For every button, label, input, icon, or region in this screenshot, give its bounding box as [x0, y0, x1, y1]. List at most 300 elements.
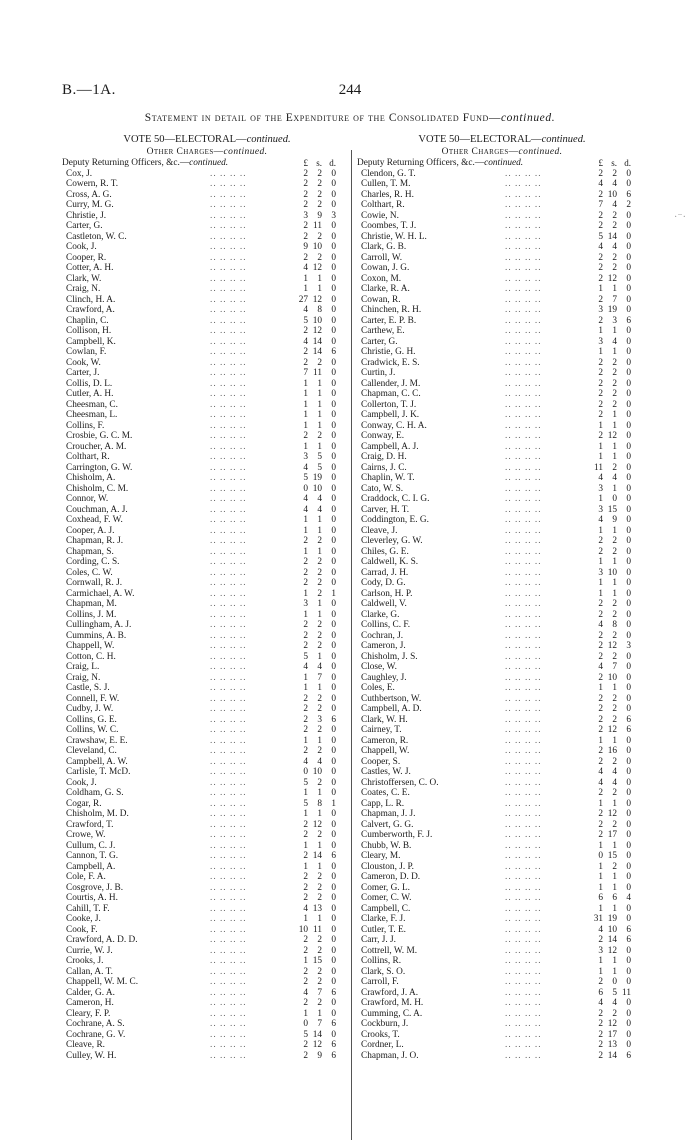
amount-pence: 0 [331, 872, 336, 882]
leader-dots: .. .. .. .. [210, 189, 247, 200]
amount-shillings: 14 [312, 851, 322, 861]
amount-pounds: 2 [303, 746, 308, 756]
amount-pence: 0 [626, 945, 631, 956]
leader-dots: .. .. .. .. [505, 315, 542, 326]
leader-dots: .. .. .. .. [210, 305, 247, 315]
leader-dots: .. .. .. .. [505, 578, 542, 588]
amount-pence: 0 [626, 378, 631, 389]
leader-dots: .. .. .. .. [505, 273, 542, 284]
amount-shillings: 4 [612, 998, 617, 1008]
amount-shillings: 2 [317, 945, 322, 956]
amount-shillings: 2 [612, 1008, 617, 1019]
amount-pence: 0 [626, 756, 631, 767]
vote-continued: continued. [246, 134, 291, 145]
amount-shillings: 14 [607, 935, 617, 945]
amount-pounds: 2 [303, 704, 308, 714]
amount-pence: 0 [331, 609, 336, 620]
amount-pounds: 11 [594, 462, 603, 473]
payee-name: Carr, J. J. [361, 935, 397, 945]
amount-shillings: 2 [612, 210, 617, 221]
leader-dots: .. .. .. .. [505, 735, 542, 746]
table-row [62, 967, 352, 978]
amount-pence: 0 [331, 273, 336, 284]
amount-shillings: 1 [612, 798, 617, 809]
amount-pence: 0 [626, 882, 631, 893]
table-row [62, 337, 352, 348]
leader-dots: .. .. .. .. [505, 189, 542, 200]
amount-shillings: 1 [612, 420, 617, 431]
amount-pence: 0 [626, 599, 631, 609]
amount-shillings: 4 [612, 473, 617, 483]
amount-pence: 0 [626, 851, 631, 861]
amount-pence: 0 [626, 494, 631, 504]
table-row [357, 547, 647, 558]
payee-name: Carrad, J. H. [361, 567, 409, 578]
amount-pence: 0 [331, 284, 336, 294]
amount-shillings: 12 [312, 294, 322, 305]
amount-pounds: 9 [303, 242, 308, 252]
amount-shillings: 2 [317, 179, 322, 189]
payee-name: Carlisle, T. McD. [66, 767, 131, 777]
amount-pounds: 4 [598, 998, 603, 1008]
amount-pounds: 27 [298, 294, 308, 305]
amount-shillings: 1 [317, 410, 322, 420]
amount-pence: 0 [331, 168, 336, 179]
amount-shillings: 17 [607, 830, 617, 840]
leader-dots: .. .. .. .. [210, 872, 247, 882]
amount-pounds: 2 [303, 945, 308, 956]
amount-shillings: 2 [317, 557, 322, 567]
table-row [357, 484, 647, 495]
amount-pounds: 2 [303, 189, 308, 200]
table-row [357, 1040, 647, 1051]
table-row [62, 557, 352, 568]
amount-shillings: 12 [607, 273, 617, 284]
table-row [62, 862, 352, 873]
amount-pence: 0 [626, 651, 631, 662]
payee-name: Crawshaw, E. E. [66, 735, 128, 746]
section-heading-label: Deputy Returning Officers, &c.— [357, 158, 485, 168]
leader-dots: .. .. .. .. [505, 704, 542, 714]
shillings-header: s. [611, 158, 617, 168]
amount-shillings: 10 [312, 767, 322, 777]
amount-shillings: 1 [612, 326, 617, 336]
amount-shillings: 5 [612, 987, 617, 998]
table-row [357, 830, 647, 841]
amount-pence: 0 [626, 966, 631, 977]
amount-pence: 0 [626, 956, 631, 966]
payee-name: Cook, W. [66, 357, 101, 368]
amount-pence: 0 [331, 819, 336, 830]
table-row [357, 631, 647, 642]
payee-name: Clendon, G. T. [361, 168, 416, 179]
leader-dots: .. .. .. .. [505, 945, 542, 956]
amount-pounds: 2 [303, 567, 308, 578]
amount-pence: 0 [331, 882, 336, 893]
amount-shillings: 3 [317, 714, 322, 725]
table-row [357, 316, 647, 327]
subheading-continued: continued. [223, 147, 268, 157]
amount-pence: 0 [626, 242, 631, 252]
payee-name: Cummins, A. B. [66, 630, 127, 641]
amount-shillings: 5 [317, 462, 322, 473]
amount-pounds: 1 [598, 452, 603, 462]
amount-shillings: 6 [612, 893, 617, 903]
amount-shillings: 2 [317, 536, 322, 546]
amount-shillings: 11 [313, 368, 322, 378]
amount-pounds: 1 [303, 284, 308, 294]
table-row [62, 442, 352, 453]
amount-shillings: 2 [317, 893, 322, 903]
leader-dots: .. .. .. .. [505, 284, 542, 294]
amount-pounds: 2 [303, 641, 308, 651]
amount-pence: 0 [626, 672, 631, 683]
amount-pence: 0 [626, 840, 631, 851]
amount-pence: 0 [626, 1019, 631, 1029]
amount-pounds: 6 [598, 987, 603, 998]
amount-shillings: 2 [612, 788, 617, 798]
table-row [357, 347, 647, 358]
leader-dots: .. .. .. .. [505, 462, 542, 473]
amount-pounds: 1 [303, 914, 308, 924]
page-reference: B.—1A. [62, 82, 116, 98]
leader-dots: .. .. .. .. [210, 210, 247, 221]
payee-name: Caldwell, K. S. [361, 557, 419, 567]
table-row [62, 463, 352, 474]
table-row [62, 547, 352, 558]
leader-dots: .. .. .. .. [210, 336, 247, 347]
table-row [62, 305, 352, 316]
amount-pounds: 2 [598, 977, 603, 987]
table-row [357, 725, 647, 736]
amount-pence: 0 [626, 588, 631, 599]
payee-name: Collins, C. F. [361, 620, 411, 630]
leader-dots: .. .. .. .. [210, 294, 247, 305]
payee-name: Campbell, A. W. [66, 756, 128, 767]
amount-pounds: 2 [598, 651, 603, 662]
amount-pence: 0 [331, 431, 336, 441]
leader-dots: .. .. .. .. [505, 179, 542, 189]
amount-pence: 6 [626, 924, 631, 935]
payee-name: Craddock, C. I. G. [361, 494, 430, 504]
payee-name: Cochrane, G. V. [66, 1029, 126, 1040]
amount-shillings: 1 [612, 441, 617, 452]
table-row [357, 862, 647, 873]
amount-pence: 0 [331, 315, 336, 326]
leader-dots: .. .. .. .. [210, 567, 247, 578]
leader-dots: .. .. .. .. [505, 210, 542, 221]
leader-dots: .. .. .. .. [505, 777, 542, 788]
table-row [357, 925, 647, 936]
leader-dots: .. .. .. .. [210, 693, 247, 704]
leader-dots: .. .. .. .. [505, 252, 542, 263]
amount-shillings: 2 [612, 599, 617, 609]
payee-name: Christie, W. H. L. [361, 231, 427, 242]
leader-dots: .. .. .. .. [210, 651, 247, 662]
payee-name: Coxon, M. [361, 273, 402, 284]
table-row [357, 473, 647, 484]
amount-pence: 0 [626, 326, 631, 336]
table-row [62, 253, 352, 264]
amount-shillings: 1 [317, 525, 322, 536]
amount-pounds: 2 [303, 231, 308, 242]
amount-pounds: 5 [303, 473, 308, 483]
table-row [357, 1030, 647, 1041]
amount-pence: 0 [331, 221, 336, 231]
leader-dots: .. .. .. .. [505, 536, 542, 546]
table-row [62, 652, 352, 663]
leader-dots: .. .. .. .. [505, 693, 542, 704]
amount-pence: 0 [331, 1029, 336, 1040]
amount-pounds: 2 [303, 998, 308, 1008]
table-row [62, 820, 352, 831]
leader-dots: .. .. .. .. [505, 819, 542, 830]
leader-dots: .. .. .. .. [210, 977, 247, 987]
table-row [357, 578, 647, 589]
amount-pounds: 2 [598, 273, 603, 284]
leader-dots: .. .. .. .. [210, 242, 247, 252]
amount-pence: 0 [331, 567, 336, 578]
leader-dots: .. .. .. .. [505, 368, 542, 378]
table-row [357, 452, 647, 463]
payee-name: Calder, G. A. [66, 987, 115, 998]
amount-pounds: 1 [303, 956, 308, 966]
leader-dots: .. .. .. .. [505, 662, 542, 672]
leader-dots: .. .. .. .. [210, 347, 247, 357]
amount-shillings: 12 [312, 326, 322, 336]
amount-pounds: 2 [598, 536, 603, 546]
statement-title-main: Statement in detail of the Expenditure of the Consolidated Fund— [144, 112, 501, 124]
amount-pence: 0 [331, 777, 336, 788]
leader-dots: .. .. .. .. [505, 567, 542, 578]
payee-name: Campbell, J. K. [361, 410, 420, 420]
leader-dots: .. .. .. .. [210, 315, 247, 326]
amount-pounds: 2 [598, 357, 603, 368]
payee-name: Cody, D. G. [361, 578, 406, 588]
table-row [62, 998, 352, 1009]
amount-pence: 0 [331, 1008, 336, 1019]
leader-dots: .. .. .. .. [505, 305, 542, 315]
amount-shillings: 1 [317, 809, 322, 819]
table-row [357, 998, 647, 1009]
amount-pounds: 2 [303, 630, 308, 641]
payee-name: Clark, G. B. [361, 242, 407, 252]
amount-shillings: 11 [313, 221, 322, 231]
leader-dots: .. .. .. .. [210, 525, 247, 536]
amount-pence: 0 [626, 662, 631, 672]
payee-name: Carthew, E. [361, 326, 405, 336]
payee-name: Chappell, W. [361, 746, 410, 756]
payee-name: Collins, J. M. [66, 609, 117, 620]
payee-name: Chappell, W. [66, 641, 115, 651]
payee-name: Cahill, T. F. [66, 903, 110, 914]
amount-pounds: 1 [598, 840, 603, 851]
amount-pence: 0 [331, 767, 336, 777]
amount-shillings: 8 [612, 620, 617, 630]
table-row [357, 221, 647, 232]
amount-shillings: 7 [317, 672, 322, 683]
payee-name: Cradwick, E. S. [361, 357, 420, 368]
amount-pence: 0 [626, 536, 631, 546]
amount-shillings: 2 [612, 168, 617, 179]
amount-pounds: 2 [303, 1040, 308, 1050]
payee-name: Castleton, W. C. [66, 231, 127, 242]
leader-dots: .. .. .. .. [505, 504, 542, 515]
amount-pounds: 1 [598, 683, 603, 693]
amount-pounds: 1 [598, 441, 603, 452]
amount-pence: 0 [626, 399, 631, 410]
payee-name: Campbell, K. [66, 336, 116, 347]
payee-name: Chapman, J. J. [361, 809, 416, 819]
table-row [62, 599, 352, 610]
leader-dots: .. .. .. .. [505, 221, 542, 231]
leader-dots: .. .. .. .. [210, 326, 247, 336]
amount-pence: 0 [331, 462, 336, 473]
table-row [357, 893, 647, 904]
payee-name: Collis, D. L. [66, 378, 113, 389]
vote-heading [357, 133, 647, 146]
amount-pounds: 2 [598, 599, 603, 609]
leader-dots: .. .. .. .. [210, 263, 247, 273]
amount-pounds: 2 [598, 315, 603, 326]
table-row [62, 421, 352, 432]
amount-pounds: 1 [598, 326, 603, 336]
amount-pounds: 1 [598, 578, 603, 588]
amount-shillings: 12 [607, 1019, 617, 1029]
table-row [62, 431, 352, 442]
table-row [357, 757, 647, 768]
amount-pounds: 2 [303, 431, 308, 441]
table-row [62, 316, 352, 327]
amount-shillings: 1 [317, 378, 322, 389]
leader-dots: .. .. .. .. [505, 546, 542, 557]
amount-pence: 0 [626, 693, 631, 704]
payee-name: Cook, J. [66, 242, 97, 252]
amount-pence: 2 [626, 200, 631, 210]
amount-pence: 0 [331, 368, 336, 378]
table-row [357, 1051, 647, 1062]
amount-pounds: 2 [598, 410, 603, 420]
payee-name: Charles, R. H. [361, 189, 414, 200]
table-row [357, 169, 647, 180]
amount-shillings: 14 [607, 1050, 617, 1061]
leader-dots: .. .. .. .. [505, 326, 542, 336]
amount-pence: 0 [331, 452, 336, 462]
amount-pounds: 1 [598, 861, 603, 872]
vote-heading [62, 133, 352, 146]
table-row [62, 221, 352, 232]
table-row [62, 589, 352, 600]
amount-pence: 0 [626, 735, 631, 746]
amount-shillings: 9 [317, 210, 322, 221]
table-row [357, 179, 647, 190]
amount-pounds: 4 [598, 515, 603, 525]
payee-name: Chappell, W. M. C. [66, 977, 139, 987]
amount-pence: 0 [331, 966, 336, 977]
amount-shillings: 2 [612, 252, 617, 263]
amount-shillings: 17 [607, 1029, 617, 1040]
leader-dots: .. .. .. .. [210, 630, 247, 641]
amount-pence: 0 [626, 294, 631, 305]
amount-pence: 0 [626, 221, 631, 231]
payee-name: Chisholm, M. D. [66, 809, 129, 819]
amount-pence: 0 [331, 620, 336, 630]
amount-pounds: 2 [303, 221, 308, 231]
table-row [62, 568, 352, 579]
leader-dots: .. .. .. .. [505, 672, 542, 683]
payee-name: Couchman, A. J. [66, 504, 128, 515]
payee-name: Clark, S. O. [361, 966, 406, 977]
leader-dots: .. .. .. .. [210, 987, 247, 998]
amount-pounds: 2 [598, 756, 603, 767]
amount-pence: 0 [626, 798, 631, 809]
table-row [357, 652, 647, 663]
table-row [357, 694, 647, 705]
amount-shillings: 2 [612, 630, 617, 641]
amount-pounds: 5 [598, 231, 603, 242]
amount-pence: 0 [331, 378, 336, 389]
payee-name: Collison, H. [66, 326, 112, 336]
table-row [62, 1009, 352, 1020]
payee-name: Craig, L. [66, 662, 100, 672]
amount-pounds: 1 [303, 273, 308, 284]
amount-shillings: 14 [312, 1029, 322, 1040]
amount-pence: 11 [622, 987, 631, 998]
payee-name: Calvert, G. G. [361, 819, 414, 830]
table-row [357, 946, 647, 957]
amount-pounds: 1 [303, 840, 308, 851]
leader-dots: .. .. .. .. [505, 441, 542, 452]
amount-pounds: 1 [598, 525, 603, 536]
payee-name: Collins, R. [361, 956, 402, 966]
amount-pence: 0 [626, 231, 631, 242]
leader-dots: .. .. .. .. [505, 263, 542, 273]
table-row [357, 883, 647, 894]
payee-name: Cleary, F. P. [66, 1008, 111, 1019]
leader-dots: .. .. .. .. [210, 483, 247, 494]
payee-name: Coldham, G. S. [66, 788, 124, 798]
payee-name: Campbell, C. [361, 903, 411, 914]
payee-name: Castle, S. J. [66, 683, 110, 693]
table-row [357, 589, 647, 600]
leader-dots: .. .. .. .. [505, 798, 542, 809]
table-row [62, 673, 352, 684]
leader-dots: .. .. .. .. [210, 273, 247, 284]
leader-dots: .. .. .. .. [210, 252, 247, 263]
amount-pounds: 2 [303, 578, 308, 588]
amount-pence: 0 [331, 536, 336, 546]
leader-dots: .. .. .. .. [505, 609, 542, 620]
leader-dots: .. .. .. .. [210, 1008, 247, 1019]
payee-name: Christie, J. [66, 210, 107, 221]
amount-pounds: 31 [593, 914, 603, 924]
amount-pounds: 3 [303, 210, 308, 221]
payee-name: Clarke, F. J. [361, 914, 406, 924]
payee-name: Carver, H. T. [361, 504, 410, 515]
table-row [357, 935, 647, 946]
table-row [62, 736, 352, 747]
amount-shillings: 1 [317, 273, 322, 284]
payee-name: Carroll, F. [361, 977, 399, 987]
payee-name: Clarke, G. [361, 609, 400, 620]
leader-dots: .. .. .. .. [210, 893, 247, 903]
amount-shillings: 10 [607, 567, 617, 578]
table-row [357, 557, 647, 568]
table-row [357, 284, 647, 295]
payee-name: Cumming, C. A. [361, 1008, 423, 1019]
amount-pence: 0 [626, 210, 631, 221]
amount-shillings: 2 [317, 252, 322, 263]
